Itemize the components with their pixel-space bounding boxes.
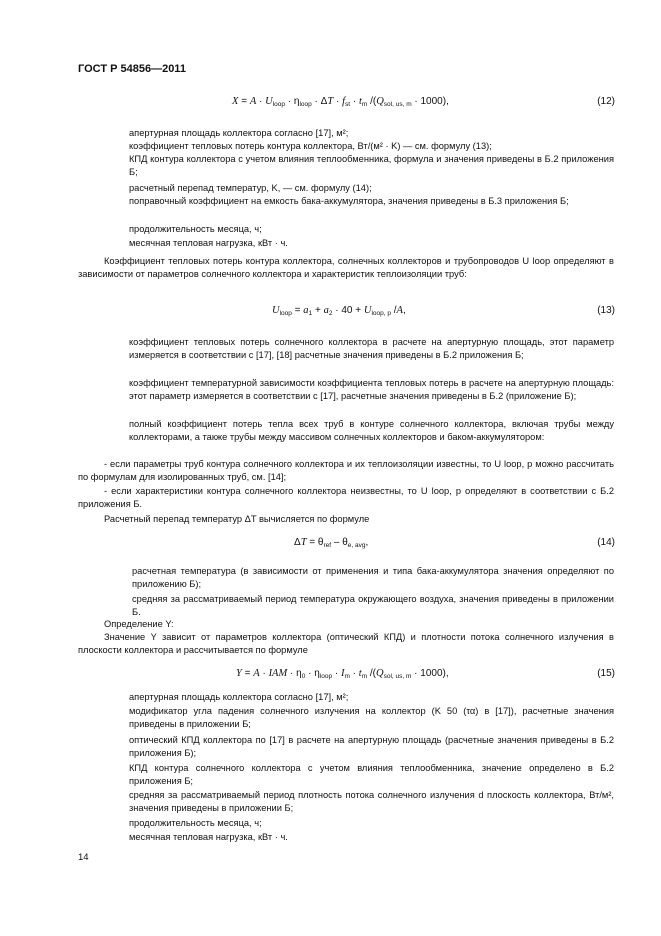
formula-13-number: (13) xyxy=(597,305,615,316)
def-text: КПД контура солнечного коллектора с учетом влияния теплообменника, значение определено в Б.2 приложения Б; xyxy=(129,763,614,786)
formula-13: $U_{loop} = a_1 + a_2 \cdot 40 + U_{loop, p}$ /A, xyxy=(272,305,406,317)
def-text: поправочный коэффициент на емкость бака-аккумулятора, значения приведены в Б.3 приложения Б; xyxy=(129,196,569,206)
def-text: коэффициент температурной зависимости коэффициента тепловых потерь в расчете на апертурную площадь: этот параметр измеряется в соответствии с [17], расчетные значения приведены в Б.2 (приложение Б); xyxy=(129,378,614,401)
formula-14-number: (14) xyxy=(597,537,615,548)
def-text: оптический КПД коллектора по [17] в расчете на апертурную площадь (расчетные значения приведены в Б.2 приложения Б); xyxy=(129,735,614,758)
def-text: коэффициент тепловых потерь солнечного коллектора в расчете на апертурную площадь, этот параметр измеряется в соответствии с [17], [18] расчетные значения приведены в Б.2 приложения Б; xyxy=(129,337,614,360)
def-text: полный коэффициент потерь тепла всех труб в контуре солнечного коллектора, включая трубы между коллекторами, а также трубы между массивом солнечных коллекторов и баком-аккумулятором: xyxy=(129,419,614,442)
def-text: расчетный перепад температур, K, — см. формулу (14); xyxy=(129,183,372,193)
def-text: коэффициент тепловых потерь контура коллектора, Вт/(м² · K) — см. формулу (13); xyxy=(129,141,492,151)
paragraph-delta-t: Расчетный перепад температур ΔT вычисляется по формуле xyxy=(104,514,370,524)
formula-15-number: (15) xyxy=(597,668,615,679)
def-text: апертурная площадь коллектора согласно [17], м²; xyxy=(129,128,349,138)
document-header: ГОСТ Р 54856—2011 xyxy=(78,63,186,75)
paragraph-uloop: Коэффициент тепловых потерь контура коллектора, солнечных коллекторов и трубопроводов U loop определяют в зависимости от параметров солнечного коллектора и характеристик теплоизоляции труб: xyxy=(78,256,614,279)
def-text: продолжительность месяца, ч; xyxy=(129,818,262,828)
formula-12-number: (12) xyxy=(597,96,615,107)
def-text: КПД контура коллектора с учетом влияния теплообменника, формула и значения приведены в Б.2 приложения Б; xyxy=(129,154,614,177)
def-text: месячная тепловая нагрузка, кВт · ч. xyxy=(129,832,288,842)
def-text: апертурная площадь коллектора согласно [17], м²; xyxy=(129,692,349,702)
bullet-known-pipes: - если параметры труб контура солнечного коллектора и их теплоизоляции известны, то U loop, p можно рассчитать по формулам для изолированных труб, см. [14]; xyxy=(78,459,614,482)
def-text: средняя за рассматриваемый период плотность потока солнечного излучения d плоскость коллектора, Вт/м², значения приведены в приложении Б; xyxy=(129,790,614,813)
bullet-unknown-pipes: - если характеристики контура солнечного коллектора неизвестны, то U loop, p определяют в соответствии с Б.2 приложения Б. xyxy=(78,486,614,509)
def-text: модификатор угла падения солнечного излучения на коллектор (K 50 (τα) в [17]), расчетные значения приведены в приложении Б; xyxy=(129,706,614,729)
def-text: расчетная температура (в зависимости от применения и типа бака-аккумулятора значения определяют по приложению Б); xyxy=(132,566,614,589)
formula-15: Y = A · IAM · $\eta_0 \cdot \eta_{loop} \cdot I_m \cdot t_m$ $/(Q_{sol, us, m} \cdot 1000)$, xyxy=(236,668,449,680)
def-text: продолжительность месяца, ч; xyxy=(129,224,262,234)
def-text: средняя за рассматриваемый период температура окружающего воздуха, значения приведены в приложении Б. xyxy=(132,594,614,617)
formula-14: $\Delta T = \theta_{ref} - \theta_{e, avg}$, xyxy=(294,537,369,549)
paragraph-y: Значение Y зависит от параметров коллектора (оптический КПД) и плотности потока солнечного излучения в плоскости коллектора и рассчитывается по формуле xyxy=(78,632,614,655)
formula-12: $X = A \cdot U_{loop} \cdot \eta_{loop} \cdot \Delta T \cdot f_{st} \cdot t_m$ $/(Q_{sol, us, m} \cdot 1000)$, xyxy=(232,96,449,108)
page-number: 14 xyxy=(78,852,89,863)
def-text: месячная тепловая нагрузка, кВт · ч. xyxy=(129,238,288,248)
paragraph-y-heading: Определение Y: xyxy=(104,619,174,629)
